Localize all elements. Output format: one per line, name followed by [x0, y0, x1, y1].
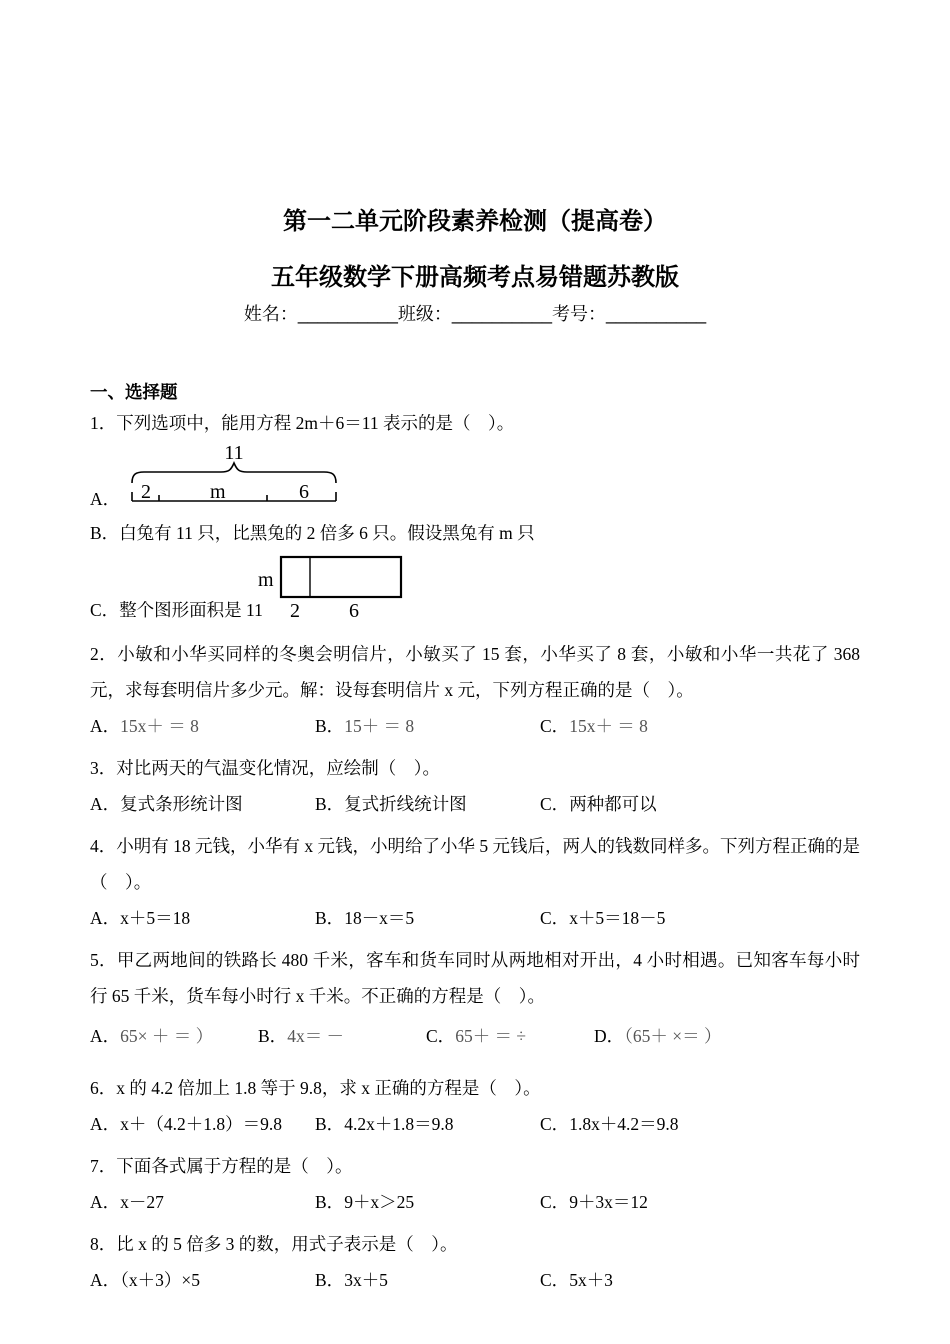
q2-options [90, 708, 860, 744]
page-title: 第一二单元阶段素养检测（提高卷） [283, 208, 667, 235]
q5-option-a-formula: 65× ＋ ＝ ） [120, 1026, 214, 1046]
q2-option-c-label: C． [540, 716, 570, 736]
q1-option-a-label: A． [90, 489, 121, 509]
q8-option-a [90, 1262, 315, 1298]
q1-bar-seg2-label: 6 [349, 600, 359, 619]
q8-option-b-label: B． [315, 1270, 345, 1290]
q4-option-c-label: C． [540, 908, 570, 928]
q7-option-a-label: A． [90, 1192, 121, 1212]
q6-option-c-text: 1.8x＋4.2＝9.8 [569, 1114, 679, 1134]
q3-option-a-text: 复式条形统计图 [120, 794, 243, 814]
q3-options [90, 786, 860, 822]
question-7-text: 7．下面各式属于方程的是（ ）。 [90, 1156, 353, 1176]
q2-option-b-label: B． [315, 716, 345, 736]
q1-brace-total-label: 11 [224, 443, 244, 464]
q5-option-b-label: B． [258, 1026, 288, 1046]
q7-option-b-label: B． [315, 1192, 345, 1212]
q1-option-c-text: 整个图形面积是 11 [119, 600, 263, 620]
q1-bar-side-label: m [258, 569, 274, 591]
q7-option-c-label: C． [540, 1192, 570, 1212]
q7-option-a-text: x－27 [120, 1192, 164, 1212]
q2-option-a-formula: 15x＋ ＝ 8 [120, 716, 199, 736]
q2-option-a [90, 708, 315, 744]
q5-option-a [90, 1014, 258, 1058]
q7-options [90, 1184, 860, 1220]
q4-option-a [90, 900, 315, 936]
q2-option-c-formula: 15x＋ ＝ 8 [569, 716, 648, 736]
q4-option-b [315, 900, 540, 936]
question-6-text: 6．x 的 4.2 倍加上 1.8 等于 9.8，求 x 正确的方程是（ ）。 [90, 1078, 541, 1098]
q1-brace-diagram [128, 443, 343, 509]
question-2-text: 2．小敏和小华买同样的冬奥会明信片，小敏买了 15 套，小华买了 8 套，小敏和小华一共花了 368 元，求每套明信片多少元。解：设每套明信片 x 元，下列方程正确的是（ ）。 [90, 644, 860, 700]
q3-option-b [315, 786, 540, 822]
question-8-text: 8．比 x 的 5 倍多 3 的数，用式子表示是（ ）。 [90, 1234, 458, 1254]
q1-bar-diagram [248, 553, 420, 619]
question-5-text: 5．甲乙两地间的铁路长 480 千米，客车和货车同时从两地相对开出，4 小时相遇。已知客车每小时行 65 千米，货车每小时行 x 千米。不正确的方程是（ ）。 [90, 950, 860, 1006]
q4-option-a-label: A． [90, 908, 121, 928]
q5-options [90, 1014, 860, 1058]
q4-option-c-text: x＋5＝18－5 [569, 908, 666, 928]
q1-bar-seg1-label: 2 [290, 600, 300, 619]
q3-option-a [90, 786, 315, 822]
question-1-text: 1．下列选项中，能用方程 2m＋6＝11 表示的是（ ）。 [90, 413, 515, 433]
q1-option-b-label: B． [90, 523, 120, 543]
q7-option-c [540, 1184, 648, 1220]
q5-option-d [594, 1014, 722, 1058]
q8-option-b-text: 3x＋5 [344, 1270, 388, 1290]
q4-option-b-text: 18－x＝5 [344, 908, 415, 928]
q1-brace-seg3-label: 6 [299, 481, 310, 503]
q6-option-c [540, 1106, 679, 1142]
page-subtitle: 五年级数学下册高频考点易错题苏教版 [271, 264, 679, 291]
q1-option-c-label: C． [90, 600, 120, 620]
q5-option-a-label: A． [90, 1026, 121, 1046]
q8-option-b [315, 1262, 540, 1298]
q5-option-d-label: D． [594, 1026, 625, 1046]
q6-option-b [315, 1106, 540, 1142]
q5-option-b-formula: 4x＝ － [287, 1026, 345, 1046]
q5-option-b [258, 1014, 426, 1058]
q8-option-c [540, 1262, 613, 1298]
curly-brace [132, 463, 336, 483]
q4-option-a-text: x＋5＝18 [120, 908, 191, 928]
q4-option-b-label: B． [315, 908, 345, 928]
q3-option-c [540, 786, 657, 822]
q7-option-b-text: 9＋x＞25 [344, 1192, 415, 1212]
q2-option-b [315, 708, 540, 744]
q8-options [90, 1262, 860, 1298]
section-heading: 一、选择题 [90, 382, 178, 402]
q3-option-b-text: 复式折线统计图 [344, 794, 467, 814]
q3-option-b-label: B． [315, 794, 345, 814]
q3-option-c-label: C． [540, 794, 570, 814]
q7-option-a [90, 1184, 315, 1220]
q3-option-c-text: 两种都可以 [569, 794, 657, 814]
q2-option-b-formula: 15＋ ＝ 8 [344, 716, 415, 736]
q1-option-b [90, 515, 860, 551]
question-4-text: 4．小明有 18 元钱，小华有 x 元钱，小明给了小华 5 元钱后，两人的钱数同样多。下列方程正确的是（ ）。 [90, 836, 860, 892]
q4-option-c [540, 900, 665, 936]
q5-option-d-formula: （65＋ ×＝ ） [624, 1026, 722, 1046]
q6-options [90, 1106, 860, 1142]
q8-option-c-text: 5x＋3 [569, 1270, 613, 1290]
q1-option-a [90, 443, 860, 509]
q1-option-c [90, 592, 860, 628]
q6-option-c-label: C． [540, 1114, 570, 1134]
question-3-text: 3．对比两天的气温变化情况，应绘制（ ）。 [90, 758, 440, 778]
q6-option-b-text: 4.2x＋1.8＝9.8 [344, 1114, 454, 1134]
name-class-id-line: 姓名：__________班级：__________考号：__________ [243, 304, 707, 324]
q4-options [90, 900, 860, 936]
q6-option-b-label: B． [315, 1114, 345, 1134]
bar-rect [281, 557, 401, 597]
q7-option-b [315, 1184, 540, 1220]
q6-option-a [90, 1106, 315, 1142]
q8-option-a-label: A． [90, 1270, 121, 1290]
q1-brace-seg2-label: m [210, 481, 226, 503]
q5-option-c-formula: 65＋ ＝ ÷ [455, 1026, 527, 1046]
q8-option-c-label: C． [540, 1270, 570, 1290]
q6-option-a-text: x＋（4.2＋1.8）＝9.8 [120, 1114, 283, 1134]
q1-brace-seg1-label: 2 [141, 481, 152, 503]
q8-option-a-text: （x＋3）×5 [120, 1270, 201, 1290]
q2-option-a-label: A． [90, 716, 121, 736]
q3-option-a-label: A． [90, 794, 121, 814]
q5-option-c-label: C． [426, 1026, 456, 1046]
q2-option-c [540, 708, 648, 744]
q5-option-c [426, 1014, 594, 1058]
q1-option-b-text: 白兔有 11 只，比黑兔的 2 倍多 6 只。假设黑兔有 m 只 [119, 523, 535, 543]
q7-option-c-text: 9＋3x＝12 [569, 1192, 648, 1212]
q6-option-a-label: A． [90, 1114, 121, 1134]
